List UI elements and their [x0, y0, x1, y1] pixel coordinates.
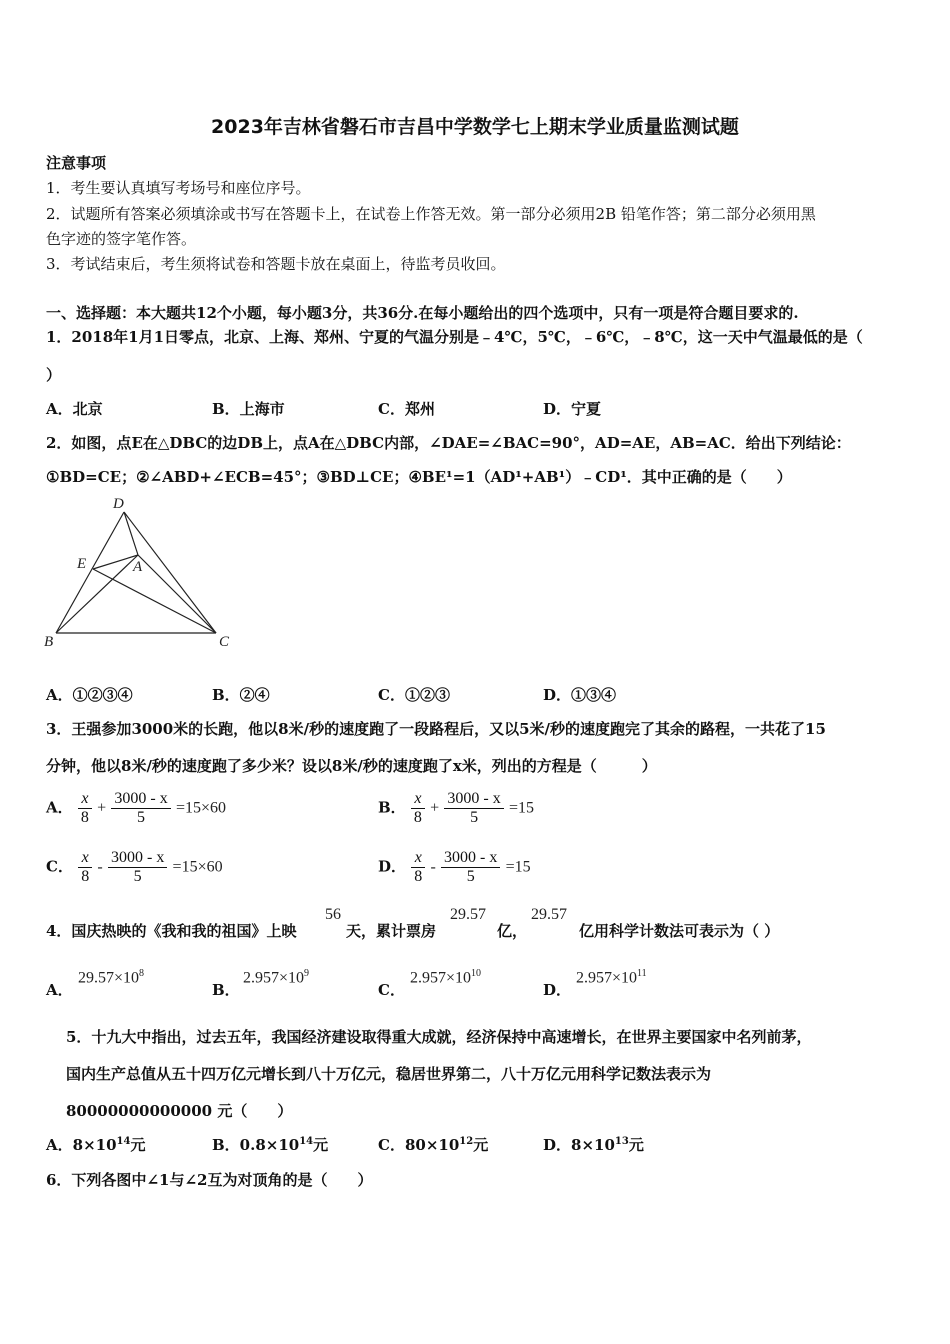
- triangle-figure: [40, 492, 240, 657]
- q5-option-c[interactable]: C．$80\times 10^{12}$元: [378, 1136, 489, 1154]
- edge-ac: [138, 555, 216, 633]
- question-2-text-cont: ①BD=CE；②∠ABD+∠ECB=45°；③BD⊥CE；④BE¹=1（AD¹+AB¹）﹣CD¹．其中正确的是（ ）: [46, 468, 792, 486]
- question-1-text: 1．2018年1月1日零点，北京、上海、郑州、宁夏的气温分别是﹣4℃，5℃，﹣6℃，﹣8℃，这一天中气温最低的是（: [46, 328, 863, 346]
- edge-da: [124, 512, 138, 555]
- section-heading: 一、选择题：本大题共12个小题，每小题3分，共36分.在每小题给出的四个选项中，只有一项是符合题目要求的.: [46, 304, 799, 322]
- q4-value-repeat: 29.57: [531, 906, 567, 923]
- question-3-text: 3．王强参加3000米的长跑，他以8米/秒的速度跑了一段路程后，又以5米/秒的速度跑完了其余的路程，一共花了15: [46, 720, 826, 738]
- question-6-text: 6．下列各图中∠1与∠2互为对顶角的是（ ）: [46, 1171, 373, 1189]
- edge-ec: [93, 569, 216, 633]
- notice-item: 1．考生要认真填写考场号和座位序号。: [46, 179, 311, 197]
- label-e: E: [77, 556, 87, 572]
- q4-option-d-label[interactable]: D．: [543, 981, 572, 999]
- q4-option-b-value[interactable]: $2.957\times 10^9$: [243, 968, 310, 987]
- question-4-text: 4．国庆热映的《我和我的祖国》上映: [46, 922, 297, 940]
- label-a: A: [133, 559, 143, 575]
- notice-heading: 注意事项: [46, 154, 107, 172]
- q2-option-b[interactable]: B．②④: [212, 686, 270, 704]
- notice-item: 色字迹的签字笔作答。: [46, 230, 197, 248]
- question-2-text: 2．如图，点E在△DBC的边DB上，点A在△DBC内部，∠DAE=∠BAC=90°，AD=AE，AB=AC．给出下列结论：: [46, 434, 851, 452]
- label-c: C: [219, 634, 230, 650]
- question-4-text-b: 天，累计票房: [346, 922, 437, 940]
- question-5-text-cont2: 80000000000000 元（ ）: [66, 1102, 293, 1120]
- q4-option-d-value[interactable]: $2.957\times 10^{11}$: [576, 968, 647, 987]
- q2-option-d[interactable]: D．①③④: [543, 686, 617, 704]
- q3-option-d[interactable]: D． $\frac{x}{8}$ - $\frac{3000 - x}{5}$ =15: [378, 849, 531, 885]
- q1-option-c[interactable]: C．郑州: [378, 400, 435, 418]
- q3-option-c[interactable]: C． $\frac{x}{8}$ - $\frac{3000 - x}{5}$ =15×60: [46, 849, 223, 885]
- q5-option-a[interactable]: A．$8\times 10^{14}$元: [46, 1136, 146, 1154]
- label-b: B: [44, 634, 54, 650]
- question-3-text-cont: 分钟，他以8米/秒的速度跑了多少米？设以8米/秒的速度跑了x米，列出的方程是（ ）: [46, 757, 657, 775]
- question-4-text-d: 亿用科学计数法可表示为（ ）: [579, 922, 780, 940]
- q4-box-office-value: 29.57: [450, 906, 486, 923]
- q4-option-a-value[interactable]: $29.57\times 10^8$: [78, 968, 145, 987]
- q2-option-c[interactable]: C．①②③: [378, 686, 450, 704]
- question-1-text-cont: ）: [46, 366, 62, 384]
- q4-days-value: 56: [325, 906, 341, 923]
- q3-option-a[interactable]: A． $\frac{x}{8}$ + $\frac{3000 - x}{5}$ =15×60: [46, 790, 226, 826]
- question-4-text-c: 亿，: [497, 922, 528, 940]
- q4-option-a-label[interactable]: A．: [46, 981, 73, 999]
- question-5-text-cont: 国内生产总值从五十四万亿元增长到八十万亿元，稳居世界第二，八十万亿元用科学记数法表示为: [66, 1065, 712, 1083]
- edge-ba: [56, 555, 138, 633]
- label-d: D: [113, 496, 124, 512]
- q1-option-b[interactable]: B．上海市: [212, 400, 285, 418]
- q3-option-b[interactable]: B． $\frac{x}{8}$ + $\frac{3000 - x}{5}$ =15: [378, 790, 535, 826]
- q5-option-b[interactable]: B．$0.8\times 10^{14}$元: [212, 1136, 329, 1154]
- q4-option-b-label[interactable]: B．: [212, 981, 240, 999]
- q1-option-a[interactable]: A．北京: [46, 400, 103, 418]
- edge-db: [56, 512, 124, 633]
- q4-option-c-label[interactable]: C．: [378, 981, 405, 999]
- q1-option-d[interactable]: D．宁夏: [543, 400, 602, 418]
- q2-option-a[interactable]: A．①②③④: [46, 686, 133, 704]
- question-5-text: 5．十九大中指出，过去五年，我国经济建设取得重大成就，经济保持中高速增长，在世界主要国家中名列前茅，: [66, 1028, 812, 1046]
- notice-item: 2．试题所有答案必须填涂或书写在答题卡上，在试卷上作答无效。第一部分必须用2B 铅笔作答；第二部分必须用黑: [46, 205, 816, 223]
- notice-item: 3．考试结束后，考生须将试卷和答题卡放在桌面上，待监考员收回。: [46, 255, 506, 273]
- page-title: 2023年吉林省磐石市吉昌中学数学七上期末学业质量监测试题: [211, 116, 739, 138]
- q4-option-c-value[interactable]: $2.957\times 10^{10}$: [410, 968, 482, 987]
- q5-option-d[interactable]: D．$8\times 10^{13}$元: [543, 1136, 644, 1154]
